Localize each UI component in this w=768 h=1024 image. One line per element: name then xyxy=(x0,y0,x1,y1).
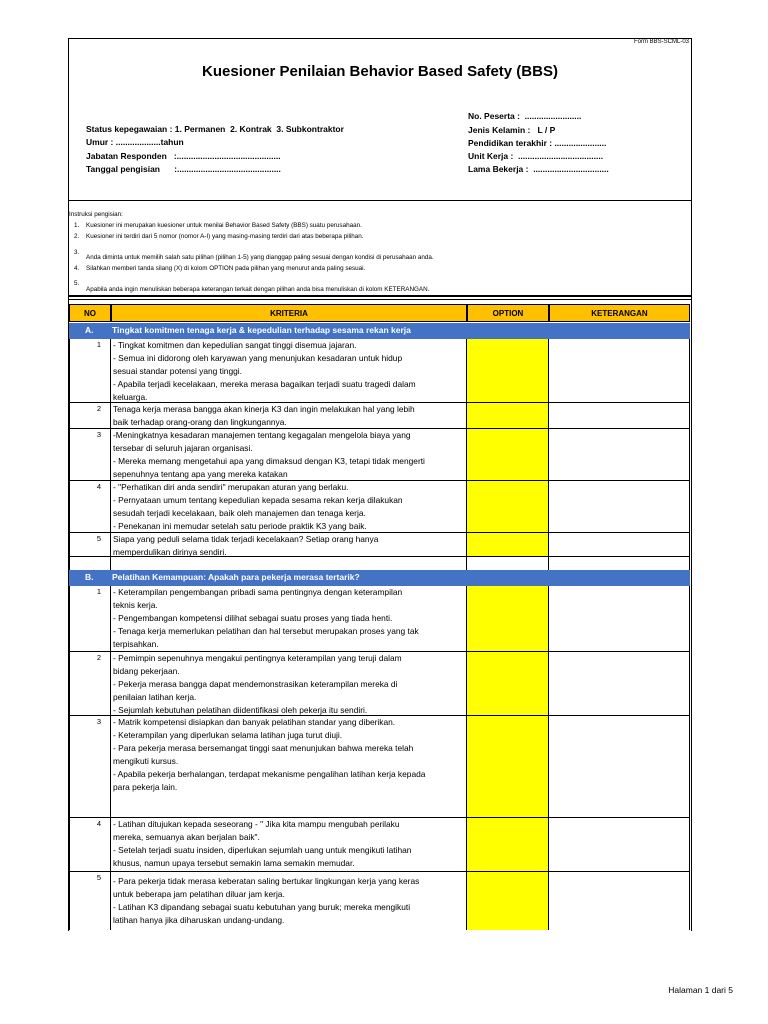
position-field[interactable]: Jabatan Responden :............................................ xyxy=(86,151,281,161)
criteria-line: - Pernyataan umum tentang kepedulian kepada sesama rekan kerja dilakukan xyxy=(113,494,403,505)
table-row xyxy=(69,586,690,652)
criteria-line: - Pekerja merasa bangga dapat mendemonstrasikan keterampilan mereka di xyxy=(113,678,398,689)
option-cell[interactable] xyxy=(467,652,549,716)
criteria-line: mengikuti kursus. xyxy=(113,755,179,766)
keterangan-cell[interactable] xyxy=(549,652,690,716)
instruction-num: 3. xyxy=(74,249,80,256)
criteria-cell xyxy=(111,533,467,557)
option-cell[interactable] xyxy=(467,339,549,403)
row-number: 2 xyxy=(96,404,101,413)
keterangan-cell[interactable] xyxy=(549,481,690,533)
criteria-cell xyxy=(111,716,467,818)
instruction-num: 2. xyxy=(74,233,80,240)
table-row xyxy=(69,818,690,872)
criteria-line: - Pengembangan kompetensi dilihat sebagai suatu proses yang tiada henti. xyxy=(113,612,393,623)
option-cell[interactable] xyxy=(467,481,549,533)
keterangan-cell[interactable] xyxy=(549,586,690,652)
criteria-line: sepenuhnya tentang apa yang mereka katakan xyxy=(113,468,288,479)
criteria-line: - Pemimpin sepenuhnya mengakui pentingnya keterampilan yang teruji dalam xyxy=(113,653,402,663)
date-field[interactable]: Tanggal pengisian :............................................ xyxy=(86,164,281,174)
criteria-line: - Setelah terjadi suatu insiden, diperlukan sejumlah uang untuk mengikuti latihan xyxy=(113,844,412,855)
criteria-cell xyxy=(111,429,467,481)
section-letter: A. xyxy=(85,325,94,335)
column-header-no: NO xyxy=(69,304,111,322)
criteria-line: baik terhadap orang-orang dan lingkungannya. xyxy=(113,416,287,427)
instruction-text: Silahkan memberi tanda silang (X) di kolom OPTION pada pilihan yang menurut anda paling sesuai. xyxy=(86,265,366,272)
criteria-line: - "Perhatikan diri anda sendiri" merupakan aturan yang berlaku. xyxy=(113,482,349,492)
row-number: 4 xyxy=(96,819,101,828)
criteria-line: - Apabila pekerja berhalangan, terdapat mekanisme pengalihan latihan kerja kepada xyxy=(113,768,426,779)
keterangan-cell[interactable] xyxy=(549,339,690,403)
criteria-line: - Keterampilan yang diperlukan selama latihan juga turut diuji. xyxy=(113,729,343,740)
criteria-cell xyxy=(111,872,467,930)
criteria-line: - Mereka memang mengetahui apa yang dimaksud dengan K3, tetapi tidak mengerti xyxy=(113,455,425,466)
option-cell[interactable] xyxy=(467,429,549,481)
criteria-cell xyxy=(111,481,467,533)
row-number: 1 xyxy=(96,587,101,596)
section-header xyxy=(69,570,690,586)
table-row xyxy=(69,339,690,403)
criteria-line: - Semua ini didorong oleh karyawan yang menunjukan kesadaran untuk hidup xyxy=(113,352,403,363)
criteria-line: para pekerja lain. xyxy=(113,781,178,792)
column-header-option: OPTION xyxy=(467,304,549,322)
option-cell[interactable] xyxy=(467,586,549,652)
criteria-line: memperdulikan dirinya sendiri. xyxy=(113,546,227,557)
criteria-line: - Apabila terjadi kecelakaan, mereka merasa bagaikan terjadi suatu tragedi dalam xyxy=(113,378,416,389)
criteria-line: - Sejumlah kebutuhan pelatihan diidentifikasi oleh pekerja itu sendiri. xyxy=(113,704,368,715)
keterangan-cell[interactable] xyxy=(549,818,690,872)
option-cell[interactable] xyxy=(467,533,549,557)
criteria-line: - Tenaga kerja memerlukan pelatihan dan hal tersebut merupakan proses yang tak xyxy=(113,625,419,636)
criteria-line: - Para pekerja merasa bersemangat tinggi saat menunjukan bahwa mereka telah xyxy=(113,742,414,753)
divider xyxy=(68,295,691,297)
form-code: Form BBS-SCML-03 xyxy=(633,39,689,45)
divider xyxy=(68,200,691,201)
work-unit-field[interactable]: Unit Kerja : .................................... xyxy=(468,151,604,161)
criteria-cell xyxy=(111,652,467,716)
criteria-line: penilaian latihan kerja. xyxy=(113,691,197,702)
criteria-line: - Penekanan ini memudar setelah satu periode praktik K3 yang baik. xyxy=(113,520,367,531)
section-header xyxy=(69,323,690,339)
row-number: 5 xyxy=(96,534,101,543)
criteria-line: mereka, semuanya akan berjalan baik". xyxy=(113,831,260,842)
criteria-line: - Para pekerja tidak merasa keberatan saling bertukar lingkungan kerja yang keras xyxy=(113,876,420,886)
table-row xyxy=(69,403,690,429)
table-row xyxy=(69,481,690,533)
criteria-line: tersebar di seluruh jajaran organisasi. xyxy=(113,442,253,453)
table-row xyxy=(69,429,690,481)
work-duration-field[interactable]: Lama Bekerja : ................................ xyxy=(468,164,609,174)
criteria-line: keluarga. xyxy=(113,391,148,402)
status-field[interactable]: Status kepegawaian : 1. Permanen 2. Kontrak 3. Subkontraktor xyxy=(86,124,344,134)
row-number: 4 xyxy=(96,482,101,491)
criteria-line: Tenaga kerja merasa bangga akan kinerja K3 dan ingin melakukan hal yang lebih xyxy=(113,404,415,414)
criteria-line: sesuai standar potensi yang tinggi. xyxy=(113,365,242,376)
section-title: Tingkat komitmen tenaga kerja & kepedulian terhadap sesama rekan kerja xyxy=(112,325,411,335)
instruction-text: Kuesioner ini merupakan kuesioner untuk menilai Behavior Based Safety (BBS) suatu perusahaan. xyxy=(86,222,362,229)
instruction-text: Kuesioner ini terdiri dari 5 nomor (nomor A-I) yang masing-masing terdiri dari atas beberapa pilihan. xyxy=(86,233,364,240)
keterangan-cell[interactable] xyxy=(549,429,690,481)
instructions-heading: Instruksi pengisian: xyxy=(69,211,123,218)
criteria-line: Siapa yang peduli selama tidak terjadi kecelakaan? Setiap orang hanya xyxy=(113,534,379,544)
section-title: Pelatihan Kemampuan: Apakah para pekerja merasa tertarik? xyxy=(112,572,360,582)
table-row xyxy=(69,872,690,930)
table-row xyxy=(69,533,690,557)
criteria-line: bidang pekerjaan. xyxy=(113,665,180,676)
option-cell[interactable] xyxy=(467,818,549,872)
divider xyxy=(68,299,691,300)
instruction-num: 4. xyxy=(74,265,80,272)
participant-number-field[interactable]: No. Peserta : ........................ xyxy=(468,111,582,121)
instruction-text: Anda diminta untuk memilih salah satu pilihan (pilihan 1-5) yang dianggap paling sesuai dengan kondisi di perusahaan anda. xyxy=(86,254,434,261)
keterangan-cell[interactable] xyxy=(549,716,690,818)
gender-field[interactable]: Jenis Kelamin : L / P xyxy=(468,125,556,135)
row-number: 5 xyxy=(96,873,101,882)
instruction-num: 5. xyxy=(74,280,80,287)
criteria-line: sesudah terjadi kecelakaan, baik oleh manajemen dan tenaga kerja. xyxy=(113,507,366,518)
criteria-line: teknis kerja. xyxy=(113,599,158,610)
criteria-cell xyxy=(111,339,467,403)
option-cell[interactable] xyxy=(467,403,549,429)
column-header-kriteria: KRITERIA xyxy=(111,304,467,322)
table-row xyxy=(69,716,690,818)
row-number: 2 xyxy=(96,653,101,662)
keterangan-cell[interactable] xyxy=(549,872,690,930)
age-field[interactable]: Umur : ...................tahun xyxy=(86,137,184,147)
criteria-line: - Latihan ditujukan kepada seseorang - " Jika kita mampu mengubah perilaku xyxy=(113,819,400,829)
criteria-line: - Matrik kompetensi disiapkan dan banyak pelatihan standar yang diberikan. xyxy=(113,717,396,727)
criteria-line: latihan hanya jika diharuskan undang-undang. xyxy=(113,914,285,925)
column-header-keterangan: KETERANGAN xyxy=(549,304,690,322)
page-title: Kuesioner Penilaian Behavior Based Safety (BBS) xyxy=(202,63,558,80)
keterangan-cell[interactable] xyxy=(549,403,690,429)
criteria-cell xyxy=(111,403,467,429)
page-number: Halaman 1 dari 5 xyxy=(668,985,733,995)
criteria-line: khusus, namun upaya tersebut semakin lama semakin memudar. xyxy=(113,857,355,868)
table-row xyxy=(69,652,690,716)
criteria-cell xyxy=(111,586,467,652)
section-letter: B. xyxy=(85,572,94,582)
education-field[interactable]: Pendidikan terakhir : ...................... xyxy=(468,138,607,148)
keterangan-cell[interactable] xyxy=(549,533,690,557)
criteria-line: - Latihan K3 dipandang sebagai suatu kebutuhan yang buruk; mereka mengikuti xyxy=(113,901,411,912)
option-cell[interactable] xyxy=(467,716,549,818)
instruction-num: 1. xyxy=(74,222,80,229)
criteria-cell xyxy=(111,818,467,872)
option-cell[interactable] xyxy=(467,872,549,930)
criteria-line: - Keterampilan pengembangan pribadi sama pentingnya dengan keterampilan xyxy=(113,587,403,597)
criteria-line: untuk beberapa jam pelatihan diluar jam kerja. xyxy=(113,888,285,899)
criteria-line: - Tingkat komitmen dan kepedulian sangat tinggi disemua jajaran. xyxy=(113,340,357,350)
instruction-text: Apabila anda ingin menuliskan beberapa keterangan terkait dengan pilihan anda bisa menuliskan di kolom KETERANGAN. xyxy=(86,286,430,293)
criteria-line: terpisahkan. xyxy=(113,638,159,649)
row-number: 1 xyxy=(96,340,101,349)
spacer-row xyxy=(69,557,690,570)
criteria-line: -Meningkatnya kesadaran manajemen tentang kegagalan mengelola biaya yang xyxy=(113,430,411,440)
row-number: 3 xyxy=(96,717,101,726)
row-number: 3 xyxy=(96,430,101,439)
